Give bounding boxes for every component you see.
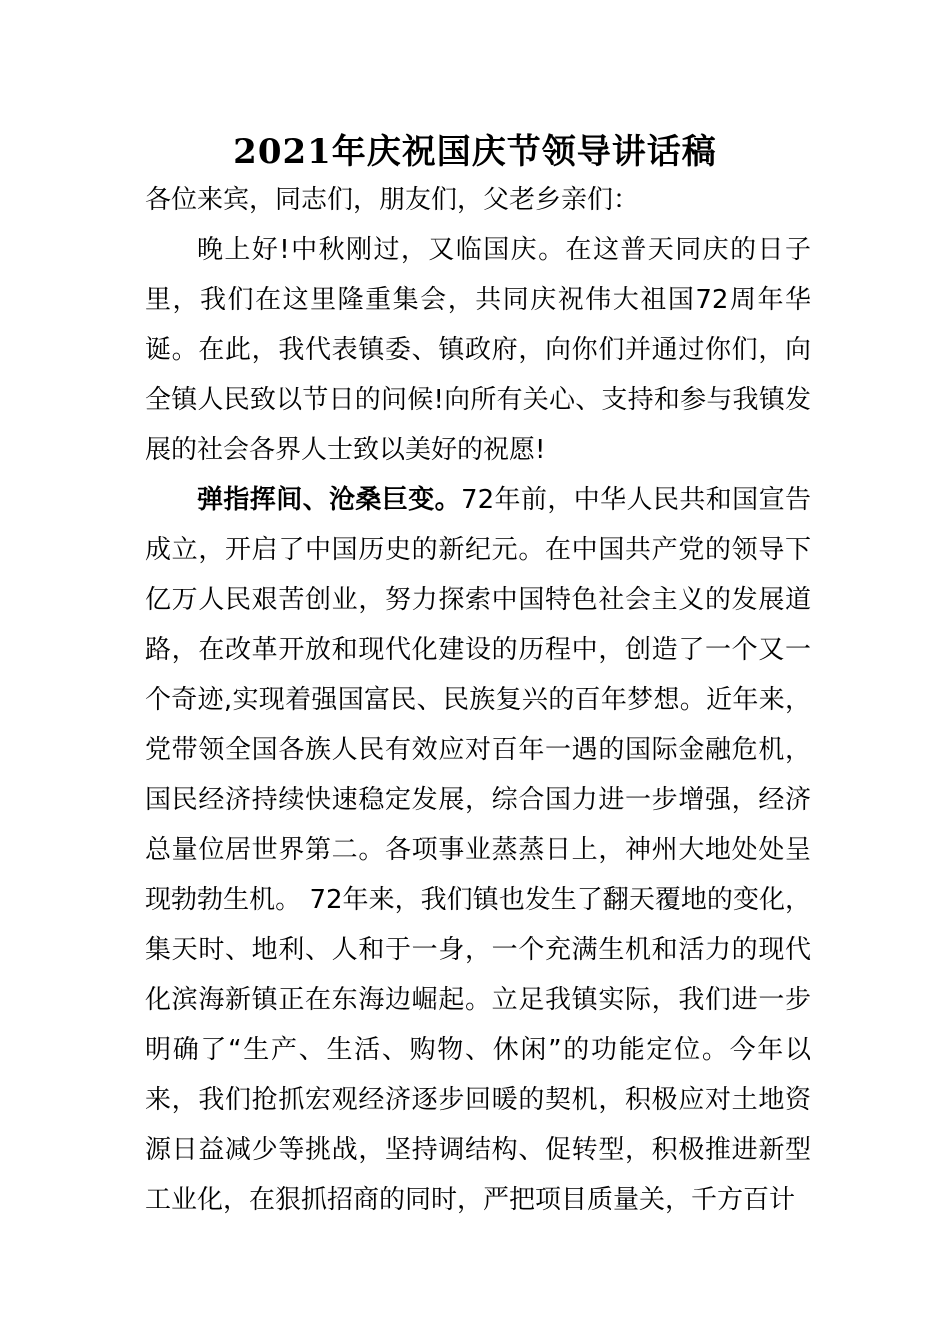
paragraph-lead-heading: 弹指挥间、沧桑巨变。 <box>197 485 462 515</box>
paragraph-history <box>145 475 811 1225</box>
salutation: 各位来宾，同志们，朋友们，父老乡亲们： <box>145 185 640 215</box>
paragraph-greeting <box>145 225 811 475</box>
paragraph-text: 72年前，中华人民共和国宣告成立，开启了中国历史的新纪元。在中国共产党的领导下亿万人民艰苦创业，努力探索中国特色社会主义的发展道路，在改革开放和现代化建设的历程中，创造了一个又一个奇迹,实现着强国富民、民族复兴的百年梦想。近年来，党带领全国各族人民有效应对百年一遇的国际金融危机，国民经济持续快速稳定发展，综合国力进一步增强，经济总量位居世界第二。各项事业蒸蒸日上，神州大地处处呈现勃勃生机。 72年来，我们镇也发生了翻天覆地的变化，集天时、地利、人和于一身，一个充满生机和活力的现代化滨海新镇正在东海边崛起。立足我镇实际，我们进一步明确了“生产、生活、购物、休闲”的功能定位。今年以来，我们抢抓宏观经济逐步回暖的契机，积极应对土地资源日益减少等挑战，坚持调结构、促转型，积极推进新型工业化，在狠抓招商的同时，严把项目质量关，千方百计 <box>145 485 811 1215</box>
paragraph-text: 晚上好!中秋刚过，又临国庆。在这普天同庆的日子里，我们在这里隆重集会，共同庆祝伟大祖国72周年华诞。在此，我代表镇委、镇政府，向你们并通过你们，向全镇人民致以节日的问候!向所有关心、支持和参与我镇发展的社会各界人士致以美好的祝愿! <box>145 235 811 465</box>
document-body <box>145 175 811 1225</box>
document-title: 2021年庆祝国庆节领导讲话稿 <box>233 132 717 172</box>
